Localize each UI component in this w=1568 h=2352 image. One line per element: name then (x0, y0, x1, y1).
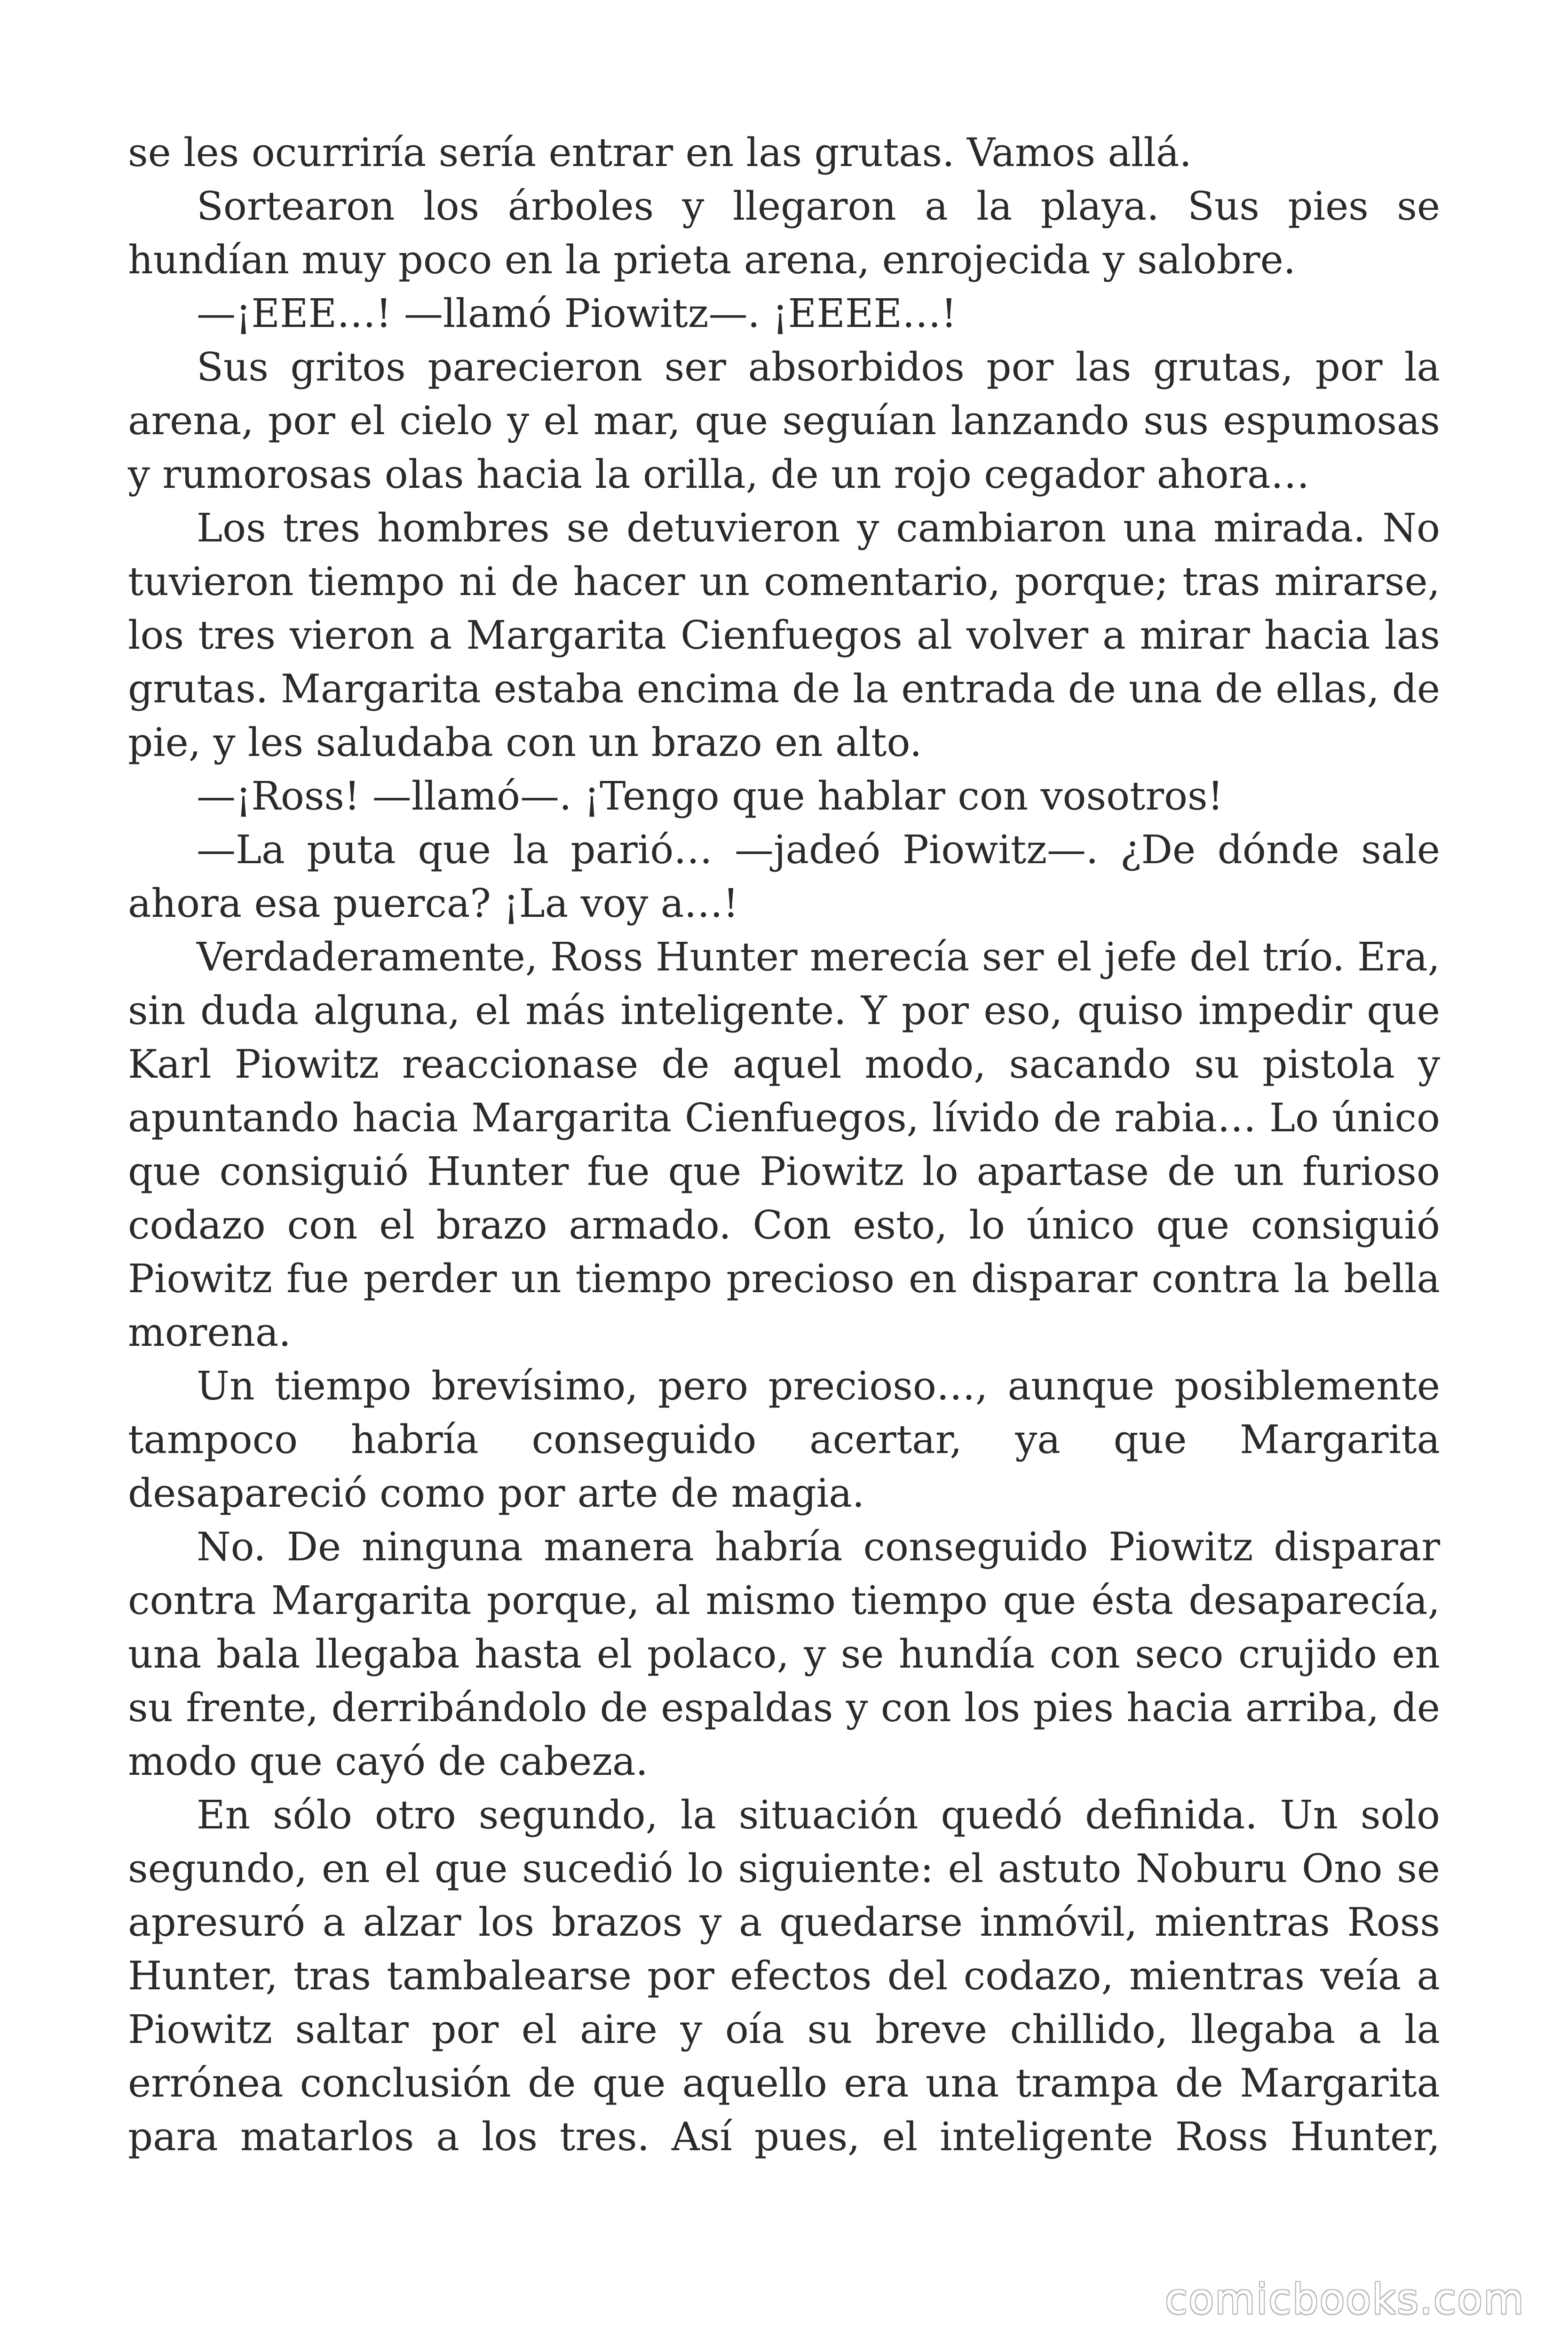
paragraph: Un tiempo brevísimo, pero precioso…, aunque posiblemente tampoco habría conseguido acertar, ya que Margarita desapareció como por arte de magia. (128, 1363, 1440, 1516)
dialogue-paragraph: —¡Ross! —llamó—. ¡Tengo que hablar con vosotros! (197, 773, 1224, 819)
book-page-text (128, 126, 1440, 2164)
paragraph-continuation: se les ocurriría sería entrar en las grutas. Vamos allá. (128, 130, 1192, 175)
paragraph: No. De ninguna manera habría conseguido Piowitz disparar contra Margarita porque, al mismo tiempo que ésta desaparecía, una bala llegaba hasta el polaco, y se hundía con seco crujido en su frente, derribándolo de espaldas y con los pies hacia arriba, de modo que cayó de cabeza. (128, 1524, 1440, 1784)
paragraph: En sólo otro segundo, la situación quedó definida. Un solo segundo, en el que sucedió lo siguiente: el astuto Noburu Ono se apresuró a alzar los brazos y a quedarse inmóvil, mientras Ross Hunter, tras tambalearse por efectos del codazo, mientras veía a Piowitz saltar por el aire y oía su breve chillido, llegaba a la errónea conclusión de que aquello era una trampa de Margarita para matarlos a los tres. Así pues, el inteligente Ross Hunter, (128, 1792, 1440, 2160)
paragraph: Sus gritos parecieron ser absorbidos por las grutas, por la arena, por el cielo y el mar, que seguían lanzando sus espumosas y rumorosas olas hacia la orilla, de un rojo cegador ahora… (128, 344, 1440, 497)
watermark-logo: comicbooks.com (1164, 2275, 1525, 2323)
dialogue-paragraph: —La puta que la parió… —jadeó Piowitz—. ¿De dónde sale ahora esa puerca? ¡La voy a…! (128, 827, 1440, 926)
dialogue-paragraph: —¡EEE…! —llamó Piowitz—. ¡EEEE…! (197, 291, 957, 336)
paragraph: Sortearon los árboles y llegaron a la playa. Sus pies se hundían muy poco en la prieta arena, enrojecida y salobre. (128, 183, 1440, 283)
paragraph: Los tres hombres se detuvieron y cambiaron una mirada. No tuvieron tiempo ni de hacer un comentario, porque; tras mirarse, los tres vieron a Margarita Cienfuegos al volver a mirar hacia las grutas. Margarita estaba encima de la entrada de una de ellas, de pie, y les saludaba con un brazo en alto. (128, 505, 1440, 765)
paragraph: Verdaderamente, Ross Hunter merecía ser el jefe del trío. Era, sin duda alguna, el más inteligente. Y por eso, quiso impedir que Karl Piowitz reaccionase de aquel modo, sacando su pistola y apuntando hacia Margarita Cienfuegos, lívido de rabia… Lo único que consiguió Hunter fue que Piowitz lo apartase de un furioso codazo con el brazo armado. Con esto, lo único que consiguió Piowitz fue perder un tiempo precioso en disparar contra la bella morena. (128, 934, 1440, 1355)
